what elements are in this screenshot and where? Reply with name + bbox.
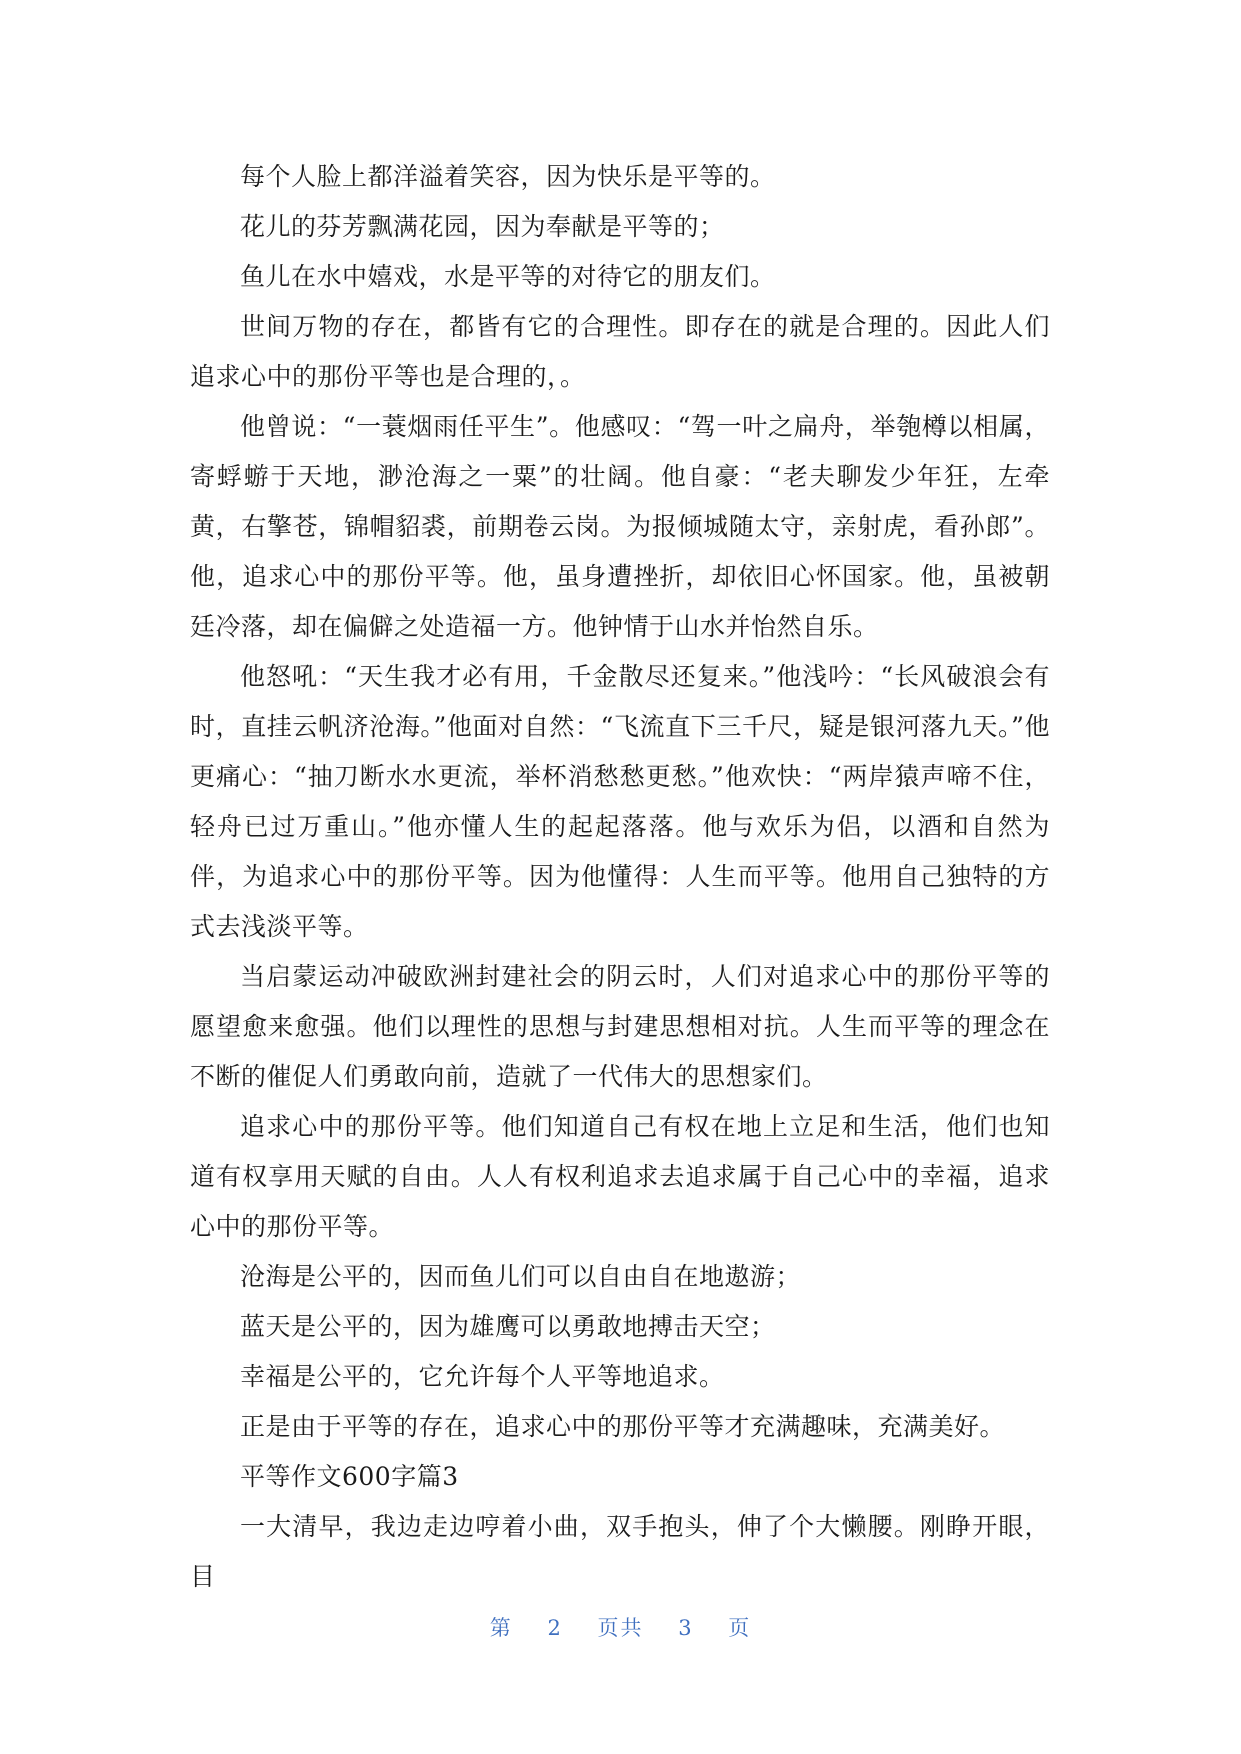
document-body bbox=[190, 152, 1050, 1602]
paragraph: 沧海是公平的，因而鱼儿们可以自由自在地遨游； bbox=[240, 1262, 802, 1291]
paragraph: 当启蒙运动冲破欧洲封建社会的阴云时，人们对追求心中的那份平等的愿望愈来愈强。他们以理性的思想与封建思想相对抗。人生而平等的理念在不断的催促人们勇敢向前，造就了一代伟大的思想家们。 bbox=[190, 962, 1050, 1091]
paragraph: 一大清早，我边走边哼着小曲，双手抱头，伸了个大懒腰。刚睁开眼，目 bbox=[190, 1512, 1050, 1591]
paragraph: 他曾说：“一蓑烟雨任平生”。他感叹：“驾一叶之扁舟，举匏樽以相属，寄蜉蝣于天地，渺沧海之一粟”的壮阔。他自豪：“老夫聊发少年狂，左牵黄，右擎苍，锦帽貂裘，前期卷云岗。为报倾城随太守，亲射虎，看孙郎”。他，追求心中的那份平等。他，虽身遭挫折，却依旧心怀国家。他，虽被朝廷冷落，却在偏僻之处造福一方。他钟情于山水并怡然自乐。 bbox=[190, 412, 1050, 641]
footer-prefix: 第 bbox=[489, 1616, 513, 1640]
paragraph: 蓝天是公平的，因为雄鹰可以勇敢地搏击天空； bbox=[240, 1312, 776, 1341]
paragraph: 他怒吼：“天生我才必有用，千金散尽还复来。”他浅吟：“长风破浪会有时，直挂云帆济沧海。”他面对自然：“飞流直下三千尺，疑是银河落九天。”他更痛心：“抽刀断水水更流，举杯消愁愁更愁。”他欢快：“两岸猿声啼不住，轻舟已过万重山。”他亦懂人生的起起落落。他与欢乐为侣，以酒和自然为伴，为追求心中的那份平等。因为他懂得：人生而平等。他用自己独特的方式去浅淡平等。 bbox=[190, 662, 1050, 941]
paragraph: 幸福是公平的，它允许每个人平等地追求。 bbox=[240, 1362, 725, 1391]
section-heading: 平等作文600字篇3 bbox=[240, 1462, 459, 1491]
footer-middle: 页共 bbox=[597, 1616, 644, 1640]
paragraph: 鱼儿在水中嬉戏，水是平等的对待它的朋友们。 bbox=[240, 262, 776, 291]
page-footer bbox=[0, 1612, 1241, 1642]
paragraph: 花儿的芬芳飘满花园，因为奉献是平等的； bbox=[240, 212, 725, 241]
footer-page-number: 2 bbox=[547, 1616, 563, 1640]
footer-suffix: 页 bbox=[728, 1616, 752, 1640]
paragraph: 正是由于平等的存在，追求心中的那份平等才充满趣味，充满美好。 bbox=[240, 1412, 1006, 1441]
footer-total-pages: 3 bbox=[678, 1616, 694, 1640]
paragraph: 每个人脸上都洋溢着笑容，因为快乐是平等的。 bbox=[240, 162, 776, 191]
paragraph: 世间万物的存在，都皆有它的合理性。即存在的就是合理的。因此人们追求心中的那份平等也是合理的，。 bbox=[190, 312, 1050, 391]
paragraph: 追求心中的那份平等。他们知道自己有权在地上立足和生活，他们也知道有权享用天赋的自由。人人有权利追求去追求属于自己心中的幸福，追求心中的那份平等。 bbox=[190, 1112, 1050, 1241]
